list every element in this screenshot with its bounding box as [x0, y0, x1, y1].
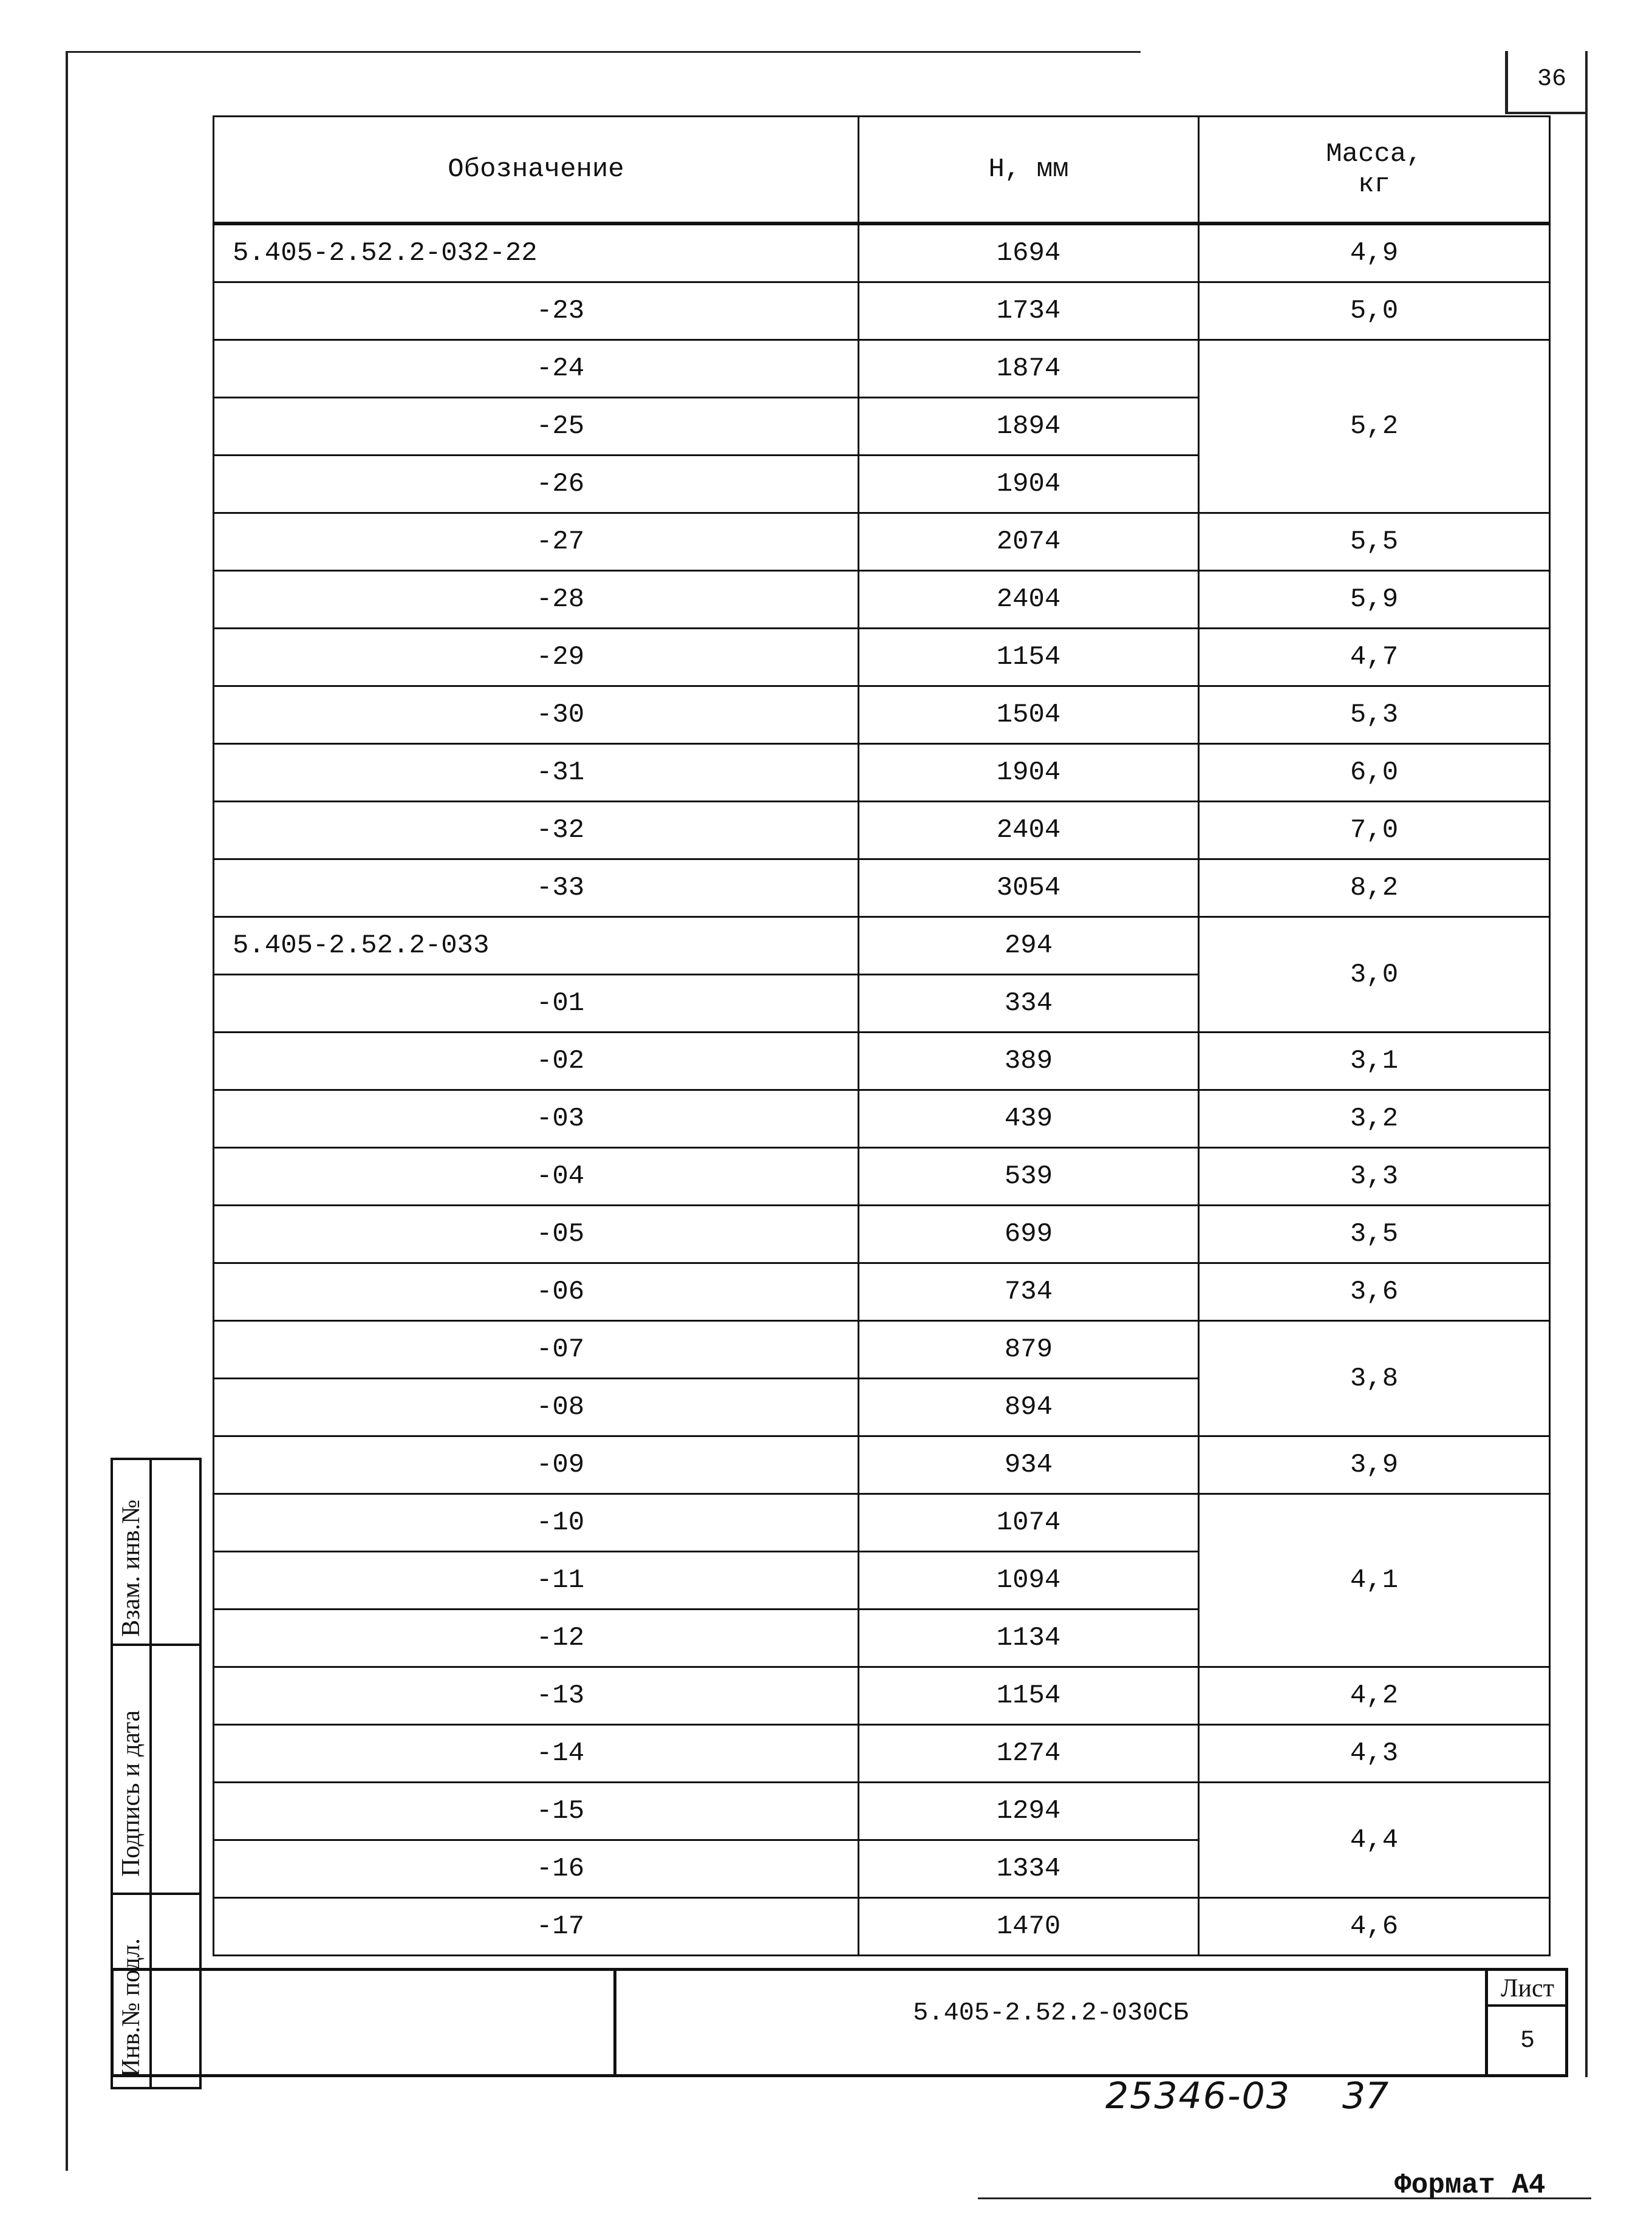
table-row: [214, 513, 1550, 571]
height-cell: 1074: [859, 1494, 1199, 1552]
mass-cell: 3,1: [1199, 1033, 1550, 1090]
designation-cell: 5.405-2.52.2-033: [214, 917, 859, 975]
designation-cell: -16: [214, 1840, 859, 1898]
table-row: [214, 1783, 1550, 1840]
table-row: [214, 1206, 1550, 1263]
height-cell: 894: [859, 1379, 1199, 1436]
page-number: 36: [1537, 66, 1566, 93]
table-row: [214, 571, 1550, 629]
designation-cell: -26: [214, 456, 859, 513]
table-row: [214, 917, 1550, 975]
designation-cell: -25: [214, 398, 859, 456]
height-cell: 439: [859, 1090, 1199, 1148]
mass-cell: 5,5: [1199, 513, 1550, 571]
designation-cell: -13: [214, 1667, 859, 1725]
specification-table: [213, 115, 1551, 1956]
height-cell: 2404: [859, 802, 1199, 859]
designation-cell: -14: [214, 1725, 859, 1783]
designation-cell: -27: [214, 513, 859, 571]
table-row: [214, 1898, 1550, 1956]
table-row: [214, 1033, 1550, 1090]
mass-cell: 4,7: [1199, 629, 1550, 686]
height-cell: 1894: [859, 398, 1199, 456]
side-label-sign-date: Подпись и дата: [117, 1710, 145, 1877]
table-row: [214, 1321, 1550, 1379]
page-number-handwritten: 37: [1342, 2075, 1389, 2117]
header-mass-line1: Масса,: [1326, 139, 1422, 169]
height-cell: 1154: [859, 1667, 1199, 1725]
table-row: [214, 224, 1550, 282]
height-cell: 1294: [859, 1783, 1199, 1840]
document-code: 5.405-2.52.2-030СБ: [913, 1998, 1189, 2027]
mass-cell: 5,2: [1199, 340, 1550, 513]
height-cell: 389: [859, 1033, 1199, 1090]
sheet-number: 5: [1520, 2027, 1535, 2055]
height-cell: 1334: [859, 1840, 1199, 1898]
designation-cell: -15: [214, 1783, 859, 1840]
header-designation: Обозначение: [214, 117, 859, 224]
mass-cell: 3,6: [1199, 1263, 1550, 1321]
mass-cell: 4,9: [1199, 224, 1550, 282]
height-cell: 699: [859, 1206, 1199, 1263]
height-cell: 1874: [859, 340, 1199, 398]
height-cell: 334: [859, 975, 1199, 1033]
frame-right-border: [1585, 51, 1588, 2077]
designation-cell: -29: [214, 629, 859, 686]
frame-top-border: [66, 51, 1141, 53]
height-cell: 1504: [859, 686, 1199, 744]
mass-cell: 5,0: [1199, 282, 1550, 340]
mass-cell: 4,4: [1199, 1783, 1550, 1898]
table-row: [214, 686, 1550, 744]
designation-cell: -28: [214, 571, 859, 629]
designation-cell: -12: [214, 1610, 859, 1667]
height-cell: 1094: [859, 1552, 1199, 1610]
mass-cell: 8,2: [1199, 859, 1550, 917]
mass-cell: 6,0: [1199, 744, 1550, 802]
mass-cell: 3,2: [1199, 1090, 1550, 1148]
table-row: [214, 1148, 1550, 1206]
mass-cell: 3,8: [1199, 1321, 1550, 1436]
table-row: [214, 859, 1550, 917]
table-row: [214, 1725, 1550, 1783]
mass-cell: 3,9: [1199, 1436, 1550, 1494]
designation-cell: -24: [214, 340, 859, 398]
table-row: [214, 1667, 1550, 1725]
table-row: [214, 629, 1550, 686]
table-row: [214, 1263, 1550, 1321]
designation-cell: -11: [214, 1552, 859, 1610]
height-cell: 2074: [859, 513, 1199, 571]
mass-cell: 5,3: [1199, 686, 1550, 744]
format-label: Формат А4: [1394, 2170, 1546, 2201]
table-row: [214, 1090, 1550, 1148]
height-cell: 1154: [859, 629, 1199, 686]
height-cell: 294: [859, 917, 1199, 975]
designation-cell: -33: [214, 859, 859, 917]
table-row: [214, 1436, 1550, 1494]
designation-cell: -06: [214, 1263, 859, 1321]
designation-cell: -05: [214, 1206, 859, 1263]
mass-cell: 4,6: [1199, 1898, 1550, 1956]
designation-cell: -07: [214, 1321, 859, 1379]
height-cell: 1904: [859, 744, 1199, 802]
height-cell: 1470: [859, 1898, 1199, 1956]
table-header-row: [214, 117, 1550, 224]
designation-cell: 5.405-2.52.2-032-22: [214, 224, 859, 282]
table-row: [214, 802, 1550, 859]
designation-cell: -30: [214, 686, 859, 744]
designation-cell: -08: [214, 1379, 859, 1436]
designation-cell: -04: [214, 1148, 859, 1206]
height-cell: 2404: [859, 571, 1199, 629]
header-mass: [1199, 117, 1550, 224]
height-cell: 1904: [859, 456, 1199, 513]
designation-cell: -31: [214, 744, 859, 802]
mass-cell: 3,3: [1199, 1148, 1550, 1206]
table-row: [214, 1494, 1550, 1552]
header-height: H, мм: [859, 117, 1199, 224]
table-row: [214, 744, 1550, 802]
designation-cell: -01: [214, 975, 859, 1033]
mass-cell: 4,3: [1199, 1725, 1550, 1783]
height-cell: 1134: [859, 1610, 1199, 1667]
height-cell: 1734: [859, 282, 1199, 340]
designation-cell: -10: [214, 1494, 859, 1552]
height-cell: 539: [859, 1148, 1199, 1206]
designation-cell: -02: [214, 1033, 859, 1090]
height-cell: 734: [859, 1263, 1199, 1321]
mass-cell: 3,0: [1199, 917, 1550, 1033]
mass-cell: 3,5: [1199, 1206, 1550, 1263]
designation-cell: -09: [214, 1436, 859, 1494]
height-cell: 1694: [859, 224, 1199, 282]
designation-cell: -17: [214, 1898, 859, 1956]
height-cell: 934: [859, 1436, 1199, 1494]
side-label-replace-inv: Взам. инв.№: [117, 1499, 145, 1637]
table-row: [214, 340, 1550, 398]
mass-cell: 4,1: [1199, 1494, 1550, 1667]
header-mass-line2: кг: [1358, 169, 1390, 200]
sheet-label: Лист: [1488, 1970, 1567, 2007]
height-cell: 1274: [859, 1725, 1199, 1783]
designation-cell: -32: [214, 802, 859, 859]
mass-cell: 5,9: [1199, 571, 1550, 629]
frame-left-border: [66, 51, 68, 2171]
table-row: [214, 282, 1550, 340]
mass-cell: 4,2: [1199, 1667, 1550, 1725]
designation-cell: -23: [214, 282, 859, 340]
height-cell: 3054: [859, 859, 1199, 917]
mass-cell: 7,0: [1199, 802, 1550, 859]
archive-number-handwritten: 25346-03: [1105, 2075, 1291, 2117]
designation-cell: -03: [214, 1090, 859, 1148]
height-cell: 879: [859, 1321, 1199, 1379]
side-label-inv-orig: Инв.№ подл.: [117, 1938, 145, 2077]
